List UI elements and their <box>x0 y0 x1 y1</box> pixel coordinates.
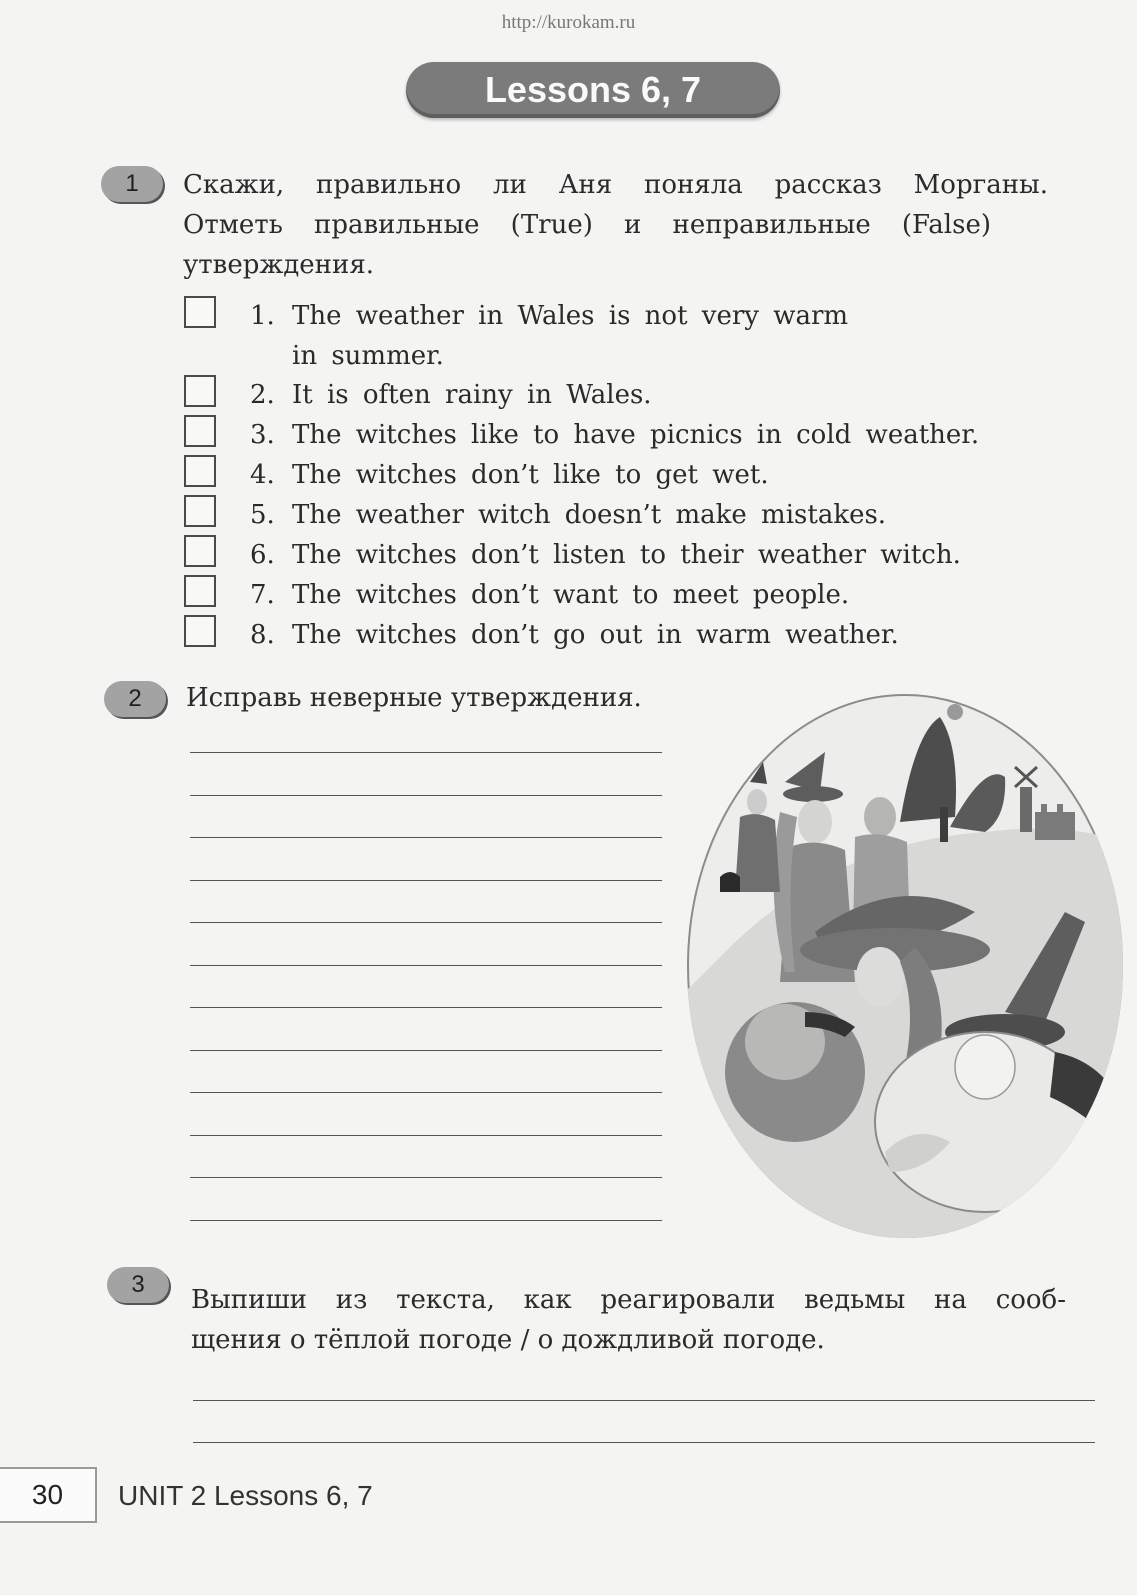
statement-item <box>180 375 1080 415</box>
statement-number: 8. <box>250 620 275 650</box>
statement-item <box>180 535 1080 575</box>
statement-number: 3. <box>250 420 275 450</box>
page-number-box <box>0 1467 97 1523</box>
true-false-checkbox[interactable] <box>184 535 216 567</box>
true-false-checkbox[interactable] <box>184 575 216 607</box>
answer-line[interactable] <box>190 1135 662 1136</box>
statement-number: 1. <box>250 301 275 331</box>
lesson-title: Lessons 6, 7 <box>406 62 780 118</box>
statement-text: The weather witch doesn’t make mistakes. <box>292 500 887 530</box>
statement-text: The witches don’t listen to their weather witch. <box>292 540 961 570</box>
exercise-3-instruction-line: Выпиши из текста, как реагировали ведьмы на сооб- <box>191 1285 1066 1315</box>
answer-line[interactable] <box>190 1007 662 1008</box>
true-false-checkbox[interactable] <box>184 615 216 647</box>
answer-line[interactable] <box>190 795 662 796</box>
statement-list <box>180 296 1080 655</box>
answer-line[interactable] <box>193 1400 1095 1401</box>
statement-text: The witches like to have picnics in cold weather. <box>292 420 980 450</box>
exercise-3-instruction <box>191 1280 1066 1360</box>
witches-illustration <box>685 692 1125 1240</box>
statement-number: 5. <box>250 500 275 530</box>
statement-number: 4. <box>250 460 275 490</box>
unit-title: UNIT 2 Lessons 6, 7 <box>118 1480 373 1511</box>
answer-line[interactable] <box>190 965 662 966</box>
true-false-checkbox[interactable] <box>184 415 216 447</box>
true-false-checkbox[interactable] <box>184 455 216 487</box>
exercise-3-badge: 3 <box>107 1267 169 1303</box>
statement-number: 7. <box>250 580 275 610</box>
statement-item <box>180 455 1080 495</box>
statement-number: 2. <box>250 380 275 410</box>
true-false-checkbox[interactable] <box>184 495 216 527</box>
true-false-checkbox[interactable] <box>184 375 216 407</box>
answer-line[interactable] <box>190 1092 662 1093</box>
answer-line[interactable] <box>190 1050 662 1051</box>
statement-text: The weather in Wales is not very warm in summer. <box>292 301 849 371</box>
statement-item <box>180 415 1080 455</box>
answer-line[interactable] <box>190 752 662 753</box>
exercise-1-instruction-line: Отметь правильные (True) и неправильные (False) <box>183 210 991 240</box>
answer-line[interactable] <box>190 922 662 923</box>
statement-item <box>180 296 1080 375</box>
exercise-1-badge: 1 <box>101 166 163 202</box>
exercise-1-instruction-line: Скажи, правильно ли Аня поняла рассказ Морганы. <box>183 170 1048 200</box>
answer-line[interactable] <box>190 880 662 881</box>
exercise-1-instruction <box>183 165 1048 285</box>
true-false-checkbox[interactable] <box>184 296 216 328</box>
source-url: http://kurokam.ru <box>501 12 636 33</box>
statement-text: The witches don’t want to meet people. <box>292 580 850 610</box>
exercise-2-badge: 2 <box>104 681 166 717</box>
statement-item <box>180 495 1080 535</box>
exercise-2-instruction: Исправь неверные утверждения. <box>186 683 642 713</box>
answer-line[interactable] <box>190 1177 662 1178</box>
exercise-3-instruction-line: щения о тёплой погоде / о дождливой погоде. <box>191 1325 825 1355</box>
statement-item <box>180 575 1080 615</box>
exercise-1-instruction-line: утверждения. <box>183 250 374 280</box>
statement-text: It is often rainy in Wales. <box>292 380 652 410</box>
statement-number: 6. <box>250 540 275 570</box>
answer-line[interactable] <box>193 1442 1095 1443</box>
statement-item <box>180 615 1080 655</box>
statement-text: The witches don’t go out in warm weather. <box>292 620 899 650</box>
page-number: 30 <box>31 1479 64 1510</box>
answer-line[interactable] <box>190 1220 662 1221</box>
answer-line[interactable] <box>190 837 662 838</box>
statement-text: The witches don’t like to get wet. <box>292 460 769 490</box>
